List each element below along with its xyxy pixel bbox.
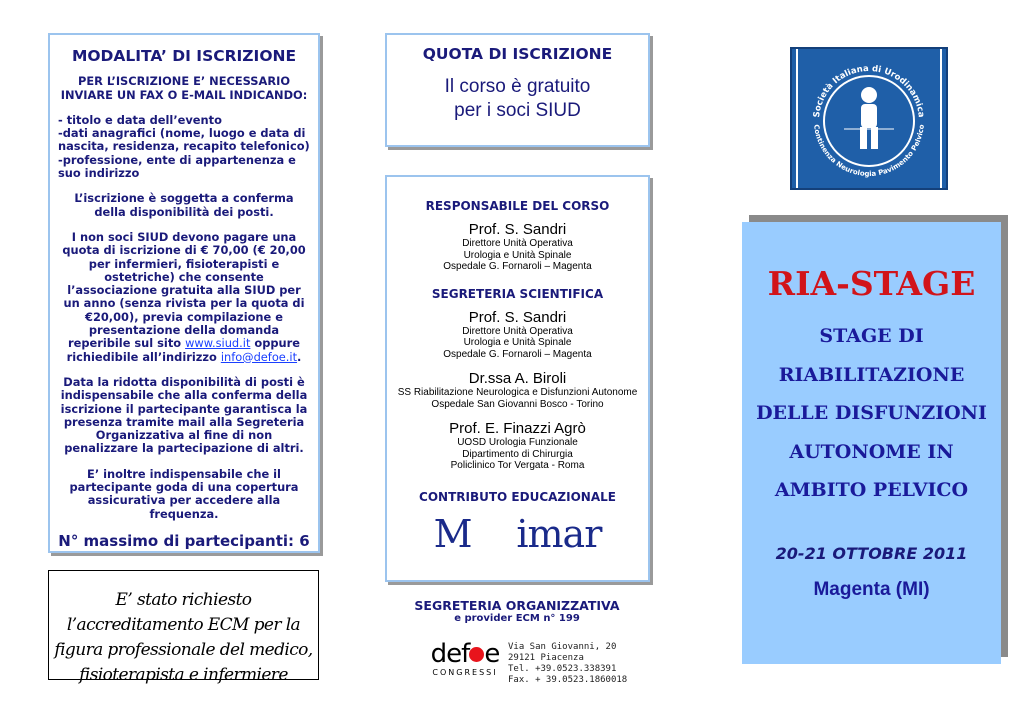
subtitle-line: AUTONOME IN: [789, 440, 954, 463]
staff-panel: [385, 175, 650, 582]
person-detail: Ospedale G. Fornaroli – Magenta: [443, 348, 592, 360]
organizing-secretariat: [390, 598, 644, 624]
address-line: 29121 Piacenza: [508, 653, 584, 663]
registration-intro: PER L’ISCRIZIONE E’ NECESSARIO INVIARE UN FAX O E-MAIL INDICANDO:: [60, 74, 308, 102]
person-detail: UOSD Urologia Funzionale: [457, 437, 578, 448]
org-subtitle: e provider ECM n° 199: [454, 613, 580, 624]
registration-title: MODALITA’ DI ISCRIZIONE: [71, 47, 297, 65]
fee-text: I non soci SIUD devono pagare una quota di iscrizione di € 70,00 (€ 20,00 per infermieri, fisioterapisti e ostetriche) che consente l’associazione gratuita alla SIUD per un anno (senza rivista per la quota di €20,00), previa compilazione e presentazione della domanda reperibile sul sito: [62, 229, 306, 351]
registration-panel: [48, 33, 320, 553]
person-name: Prof. E. Finazzi Agrò: [449, 420, 586, 437]
person-detail: Policlinico Tor Vergata - Roma: [450, 460, 585, 471]
figure-icon: [844, 87, 894, 149]
person-detail: SS Riabilitazione Neurologica e Disfunzioni Autonome: [397, 387, 638, 398]
availability-note: Data la ridotta disponibilità di posti è indispensabile che alla conferma della iscrizione il partecipante garantisca la presenza tramite mail alla Segreteria Organizzativa al fine di non penalizzare la partecipazione di altri.: [60, 374, 308, 456]
fee-panel: [385, 33, 650, 147]
person-name: Dr.ssa A. Biroli: [468, 370, 567, 387]
list-item: - titolo e data dell’evento: [58, 112, 222, 127]
logo-text: ed: [471, 511, 517, 556]
defoe-logo: [430, 640, 500, 677]
org-address: [508, 642, 627, 686]
fee-line-1: Il corso è gratuito: [444, 76, 591, 97]
subtitle-line: RIABILITAZIONE: [778, 363, 965, 386]
sponsor-title: CONTRIBUTO EDUCAZIONALE: [419, 489, 616, 504]
logo-text-top: Società Italiana di Urodinamica: [812, 63, 926, 119]
fee-text-mid: oppure richiedibile all’indirizzo: [66, 336, 300, 364]
person-detail: Direttore Unità Operativa: [462, 325, 573, 337]
person-detail: Urologia e Unità Spinale: [463, 337, 572, 348]
logo-text: imar: [516, 511, 602, 556]
siud-logo: [790, 47, 948, 190]
fee-title: QUOTA DI ISCRIZIONE: [422, 45, 613, 63]
person-detail: Dipartimento di Chirurgia: [462, 448, 573, 460]
person-name: Prof. S. Sandri: [468, 221, 567, 238]
subtitle-line: DELLE DISFUNZIONI: [756, 402, 987, 424]
address-line: Via San Giovanni, 20: [508, 642, 617, 652]
subtitle-line: AMBITO PELVICO: [774, 479, 969, 501]
subtitle-line: STAGE DI: [819, 325, 924, 347]
fax: Fax. + 39.0523.1860018: [508, 675, 628, 685]
email-link[interactable]: info@defoe.it: [220, 349, 298, 364]
max-participants: N° massimo di partecipanti: 6: [58, 531, 310, 550]
logo-subtext: CONGRESSI: [432, 668, 498, 677]
phone: Tel. +39.0523.338391: [508, 664, 617, 674]
list-item: -dati anagrafici (nome, luogo e data di nascita, residenza, recapito telefonico): [58, 126, 310, 154]
scientific-secretariat-title: SEGRETERIA SCIENTIFICA: [431, 286, 604, 301]
ecm-note: E’ stato richiesto l’accreditamento ECM per la figura professionale del medico, fisioterapista e infermiere: [48, 570, 319, 680]
medimar-logo: [387, 512, 648, 556]
logo-text-bottom: Continenza Neurologia Pavimento Pelvico: [812, 124, 926, 179]
person-name: Prof. S. Sandri: [468, 308, 567, 326]
person-detail: Ospedale G. Fornaroli – Magenta: [443, 261, 592, 272]
siud-link[interactable]: www.siud.it: [185, 336, 251, 351]
confirmation-note: L’iscrizione è soggetta a conferma della disponibilità dei posti.: [74, 191, 294, 219]
person: [387, 420, 648, 472]
course-director-title: RESPONSABILE DEL CORSO: [425, 199, 610, 213]
org-title: SEGRETERIA ORGANIZZATIVA: [414, 598, 620, 613]
event-title: RIA-STAGE: [767, 264, 976, 303]
event-subtitle: [742, 317, 1001, 510]
non-member-fee-note: [58, 231, 310, 364]
event-cover: [742, 222, 1001, 664]
logo-text: def: [430, 639, 470, 669]
logo-text: e: [484, 639, 500, 669]
person-detail: Urologia e Unità Spinale: [463, 249, 572, 261]
required-info-list: [58, 114, 310, 180]
event-city: Magenta (MI): [813, 578, 930, 600]
person: [387, 370, 648, 410]
list-item: -professione, ente di appartenenza e suo indirizzo: [58, 152, 296, 181]
insurance-note: E’ inoltre indispensabile che il partecipante goda di una copertura assicurativa per accedere alla frequenza.: [69, 466, 299, 521]
person: [387, 309, 648, 361]
event-date: 20-21 OTTOBRE 2011: [775, 543, 968, 563]
person-detail: Direttore Unità Operativa: [462, 238, 573, 249]
person-detail: Ospedale San Giovanni Bosco - Torino: [431, 398, 604, 410]
person: [387, 221, 648, 273]
svg-text:Continenza Neurologia Paviment: [812, 124, 926, 178]
fee-line-2: per i soci SIUD: [454, 100, 581, 121]
logo-text: M: [433, 511, 472, 556]
red-dot-icon: [469, 647, 484, 662]
fee-text-end: .: [297, 349, 302, 364]
